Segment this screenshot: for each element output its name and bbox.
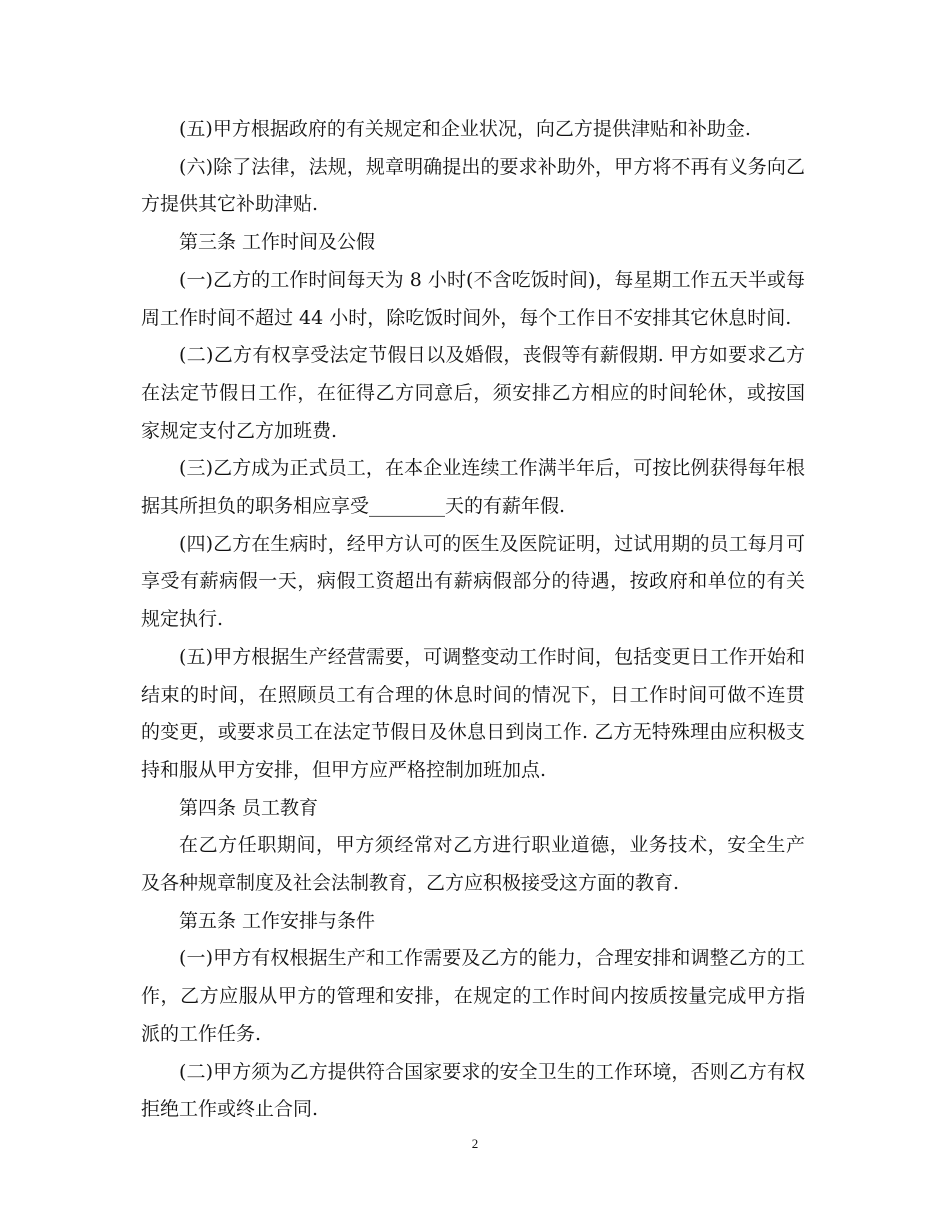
paragraph-allowance: (五)甲方根据政府的有关规定和企业状况，向乙方提供津贴和补助金. <box>179 118 751 140</box>
paragraph-annual-leave: (三)乙方成为正式员工，在本企业连续工作满半年后，可按比例获得每年根据其所担负的职务相应享受________天的有薪年假. <box>141 457 805 518</box>
paragraph-statutory-holidays: (二)乙方有权享受法定节假日以及婚假，丧假等有薪假期. 甲方如要求乙方在法定节假日工作，在征得乙方同意后，须安排乙方相应的时间轮休，或按国家规定支付乙方加班费. <box>141 344 805 442</box>
paragraph-employee-education: 在乙方任职期间，甲方须经常对乙方进行职业道德，业务技术，安全生产及各种规章制度及社会法制教育，乙方应积极接受这方面的教育. <box>141 834 805 895</box>
paragraph-sick-leave: (四)乙方在生病时，经甲方认可的医生及医院证明，过试用期的员工每月可享受有薪病假一天，病假工资超出有薪病假部分的待遇，按政府和单位的有关规定执行. <box>141 532 805 631</box>
paragraph-work-assignment: (一)甲方有权根据生产和工作需要及乙方的能力，合理安排和调整乙方的工作，乙方应服从甲方的管理和安排，在规定的工作时间内按质按量完成甲方指派的工作任务. <box>141 947 805 1045</box>
page-number: 2 <box>471 1136 479 1151</box>
paragraph-no-obligation: (六)除了法律，法规，规章明确提出的要求补助外，甲方将不再有义务向乙方提供其它补助津贴. <box>141 155 805 216</box>
article-3-heading: 第三条 工作时间及公假 <box>179 231 376 254</box>
paragraph-working-hours: (一)乙方的工作时间每天为 8 小时(不含吃饭时间)，每星期工作五天半或每周工作时间不超过 44 小时，除吃饭时间外，每个工作日不安排其它休息时间. <box>141 268 805 329</box>
paragraph-work-environment: (二)甲方须为乙方提供符合国家要求的安全卫生的工作环境，否则乙方有权拒绝工作或终止合同. <box>141 1060 805 1121</box>
paragraph-schedule-adjustment: (五)甲方根据生产经营需要，可调整变动工作时间，包括变更日工作开始和结束的时间，在照顾员工有合理的休息时间的情况下，日工作时间可做不连贯的变更，或要求员工在法定节假日及休息日到岗工作. 乙方无特殊理由应积极支持和服从甲方安排，但甲方应严格控制加班加点. <box>141 645 805 781</box>
article-4-heading: 第四条 员工教育 <box>179 796 319 819</box>
article-5-heading: 第五条 工作安排与条件 <box>179 909 376 932</box>
document-body <box>141 111 805 1129</box>
